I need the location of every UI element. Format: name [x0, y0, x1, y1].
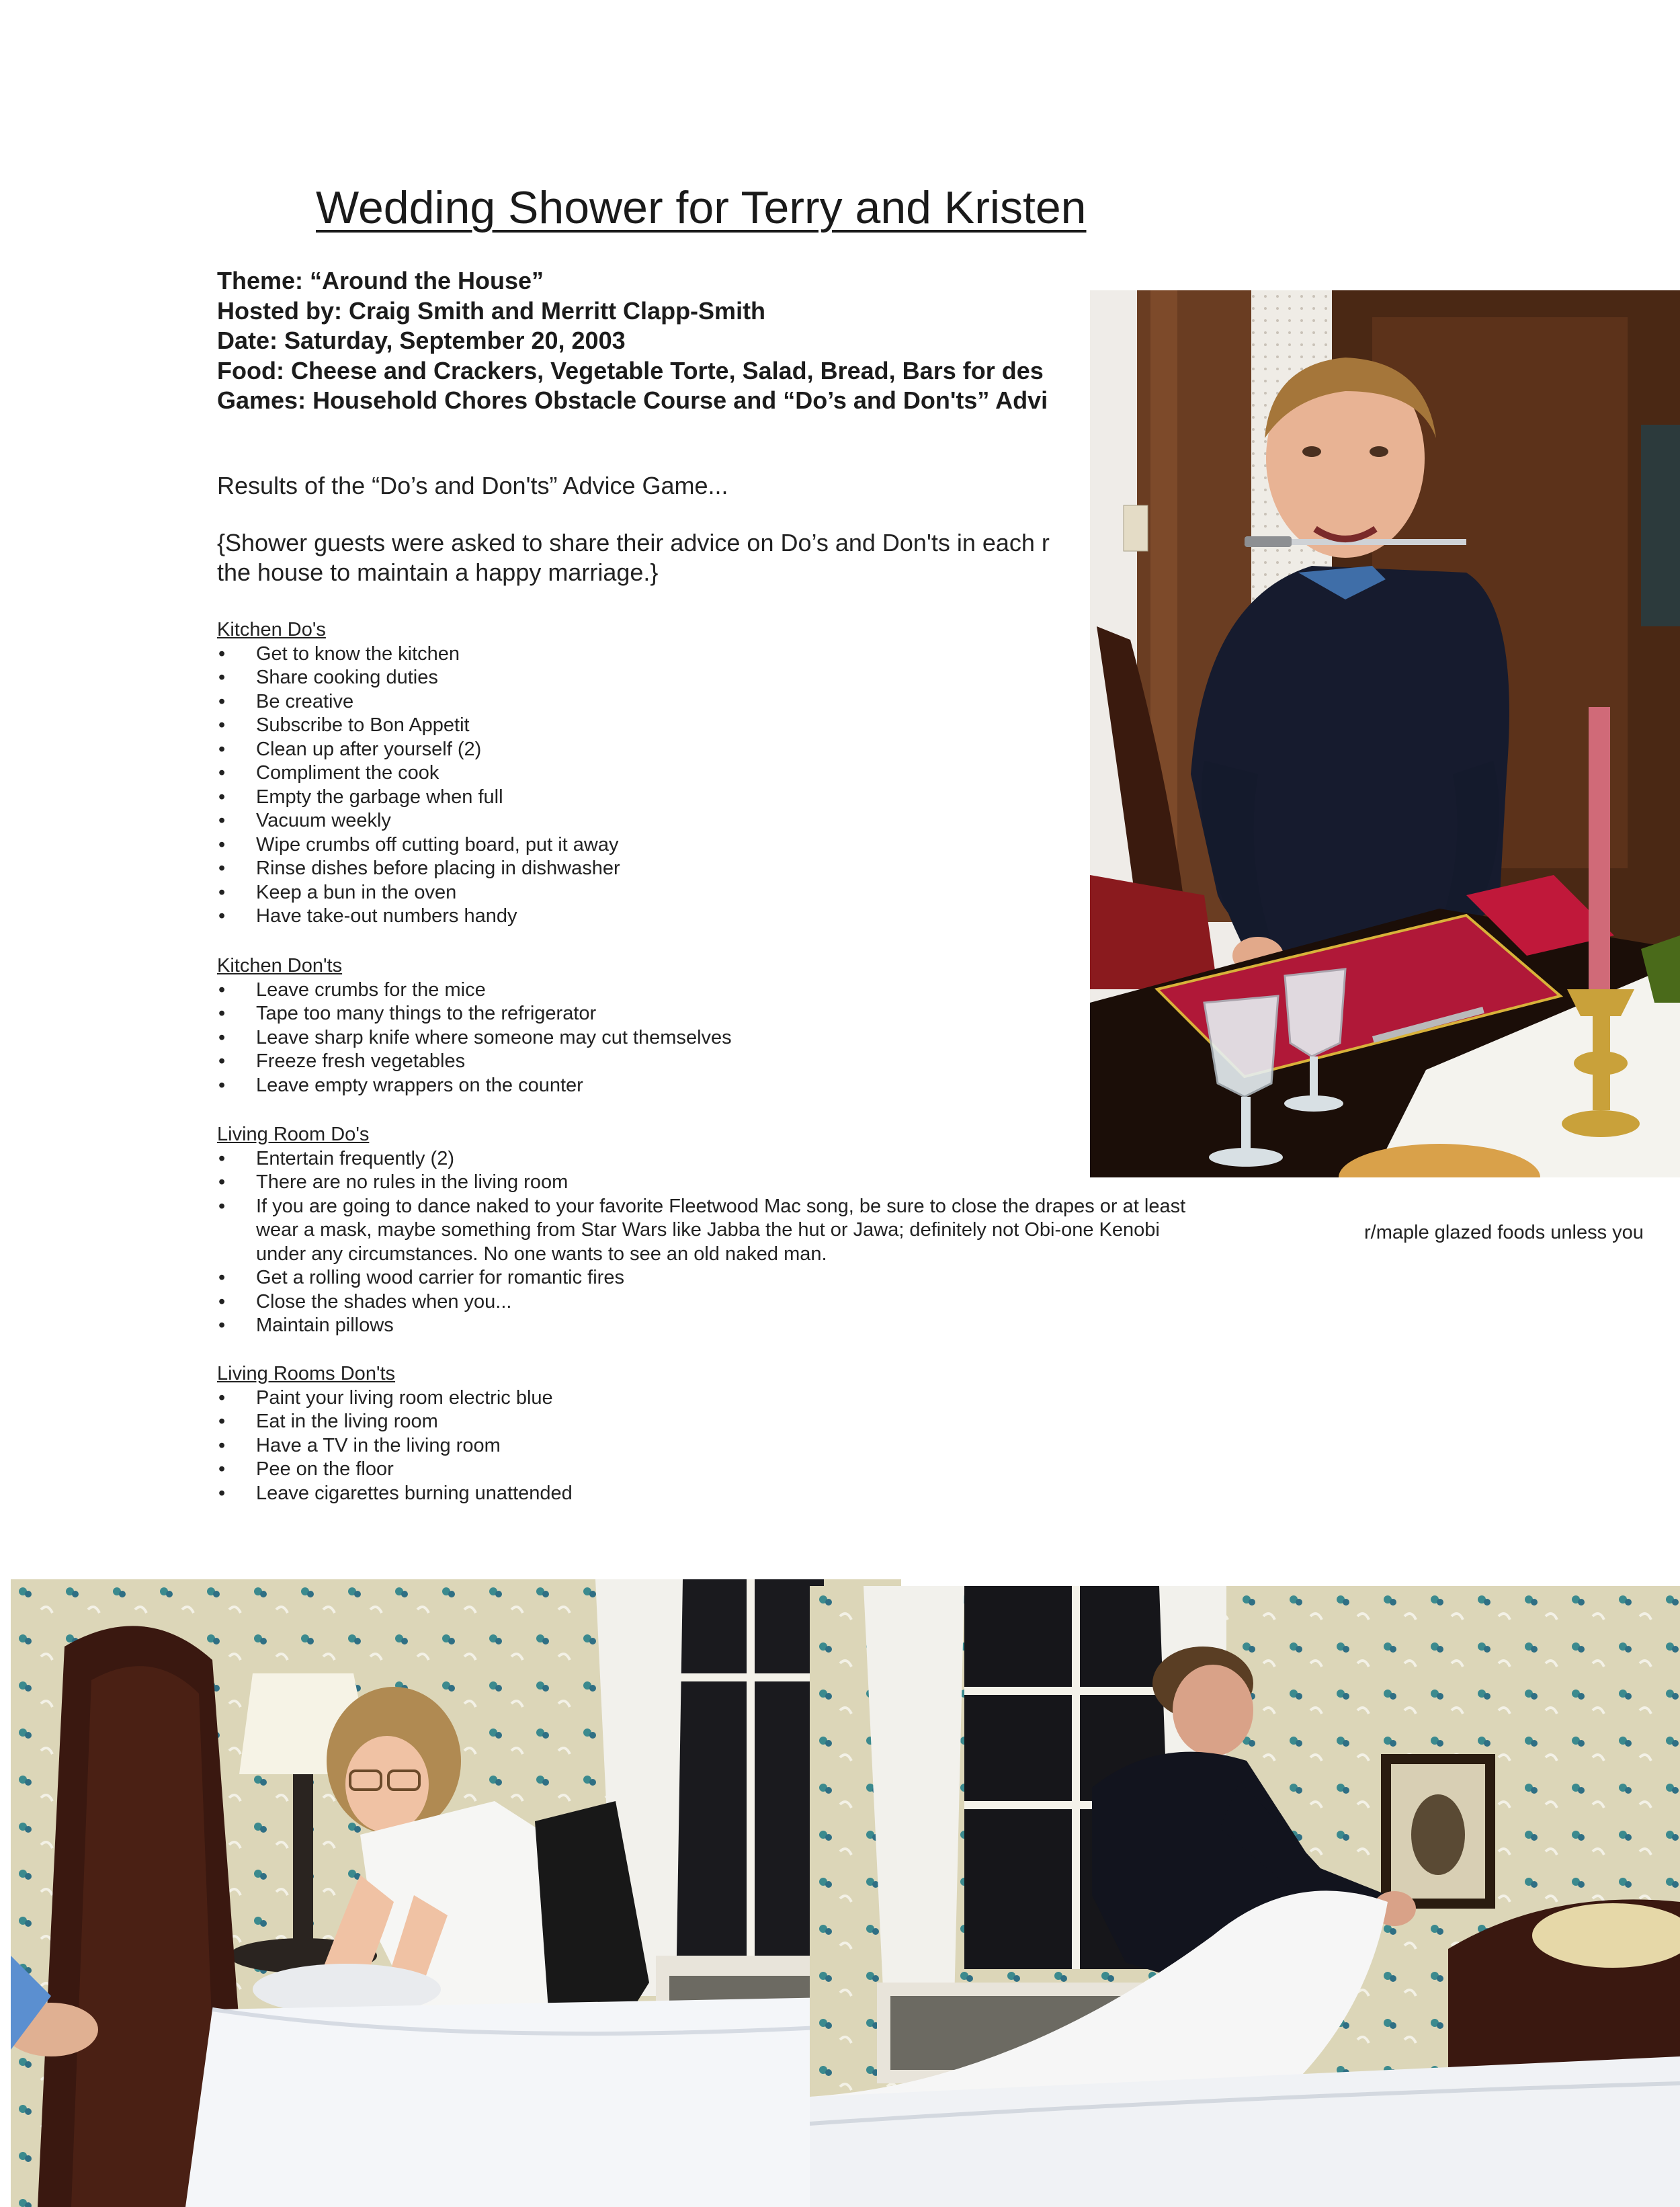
list-item: • Have a TV in the living room [217, 1434, 1205, 1458]
results-intro: Results of the “Do’s and Don'ts” Advice Game... [217, 472, 728, 499]
photo-man-making-bed [810, 1586, 1680, 2207]
list-item: • Maintain pillows [217, 1314, 1205, 1338]
list-item: • Eat in the living room [217, 1410, 1205, 1434]
list-item: • Rinse dishes before placing in dishwasher [217, 857, 1205, 881]
page-title: Wedding Shower for Terry and Kristen [316, 182, 1087, 233]
list-item: • Paint your living room electric blue [217, 1386, 1205, 1411]
kitchen-dos-list [217, 642, 1205, 929]
kitchen-dos-section [217, 618, 1205, 929]
theme-line: Theme: “Around the House” [217, 267, 544, 294]
list-item: • Be creative [217, 690, 1205, 714]
list-item: • Keep a bun in the oven [217, 881, 1205, 905]
photo-woman-making-bed [11, 1579, 901, 2207]
photo-man-at-dinner-table [1090, 290, 1680, 1177]
list-item: • Clean up after yourself (2) [217, 738, 1205, 762]
living-room-dos-heading: Living Room Do's [217, 1124, 370, 1145]
partially-covered-text: r/maple glazed foods unless you [1364, 1222, 1644, 1243]
list-item: • Wipe crumbs off cutting board, put it away [217, 833, 1205, 858]
list-item: • Close the shades when you... [217, 1290, 1205, 1315]
instructions-line-1: {Shower guests were asked to share their advice on Do’s and Don'ts in each r [217, 529, 1050, 556]
living-room-donts-section [217, 1362, 1205, 1505]
instructions-line-2: the house to maintain a happy marriage.} [217, 558, 659, 586]
kitchen-donts-heading: Kitchen Don'ts [217, 955, 343, 976]
living-room-donts-heading: Living Rooms Don'ts [217, 1363, 396, 1384]
list-item: • Vacuum weekly [217, 809, 1205, 833]
kitchen-donts-list [217, 978, 1205, 1098]
list-item: • There are no rules in the living room [217, 1171, 1205, 1195]
list-item: • Leave cigarettes burning unattended [217, 1482, 1205, 1506]
instructions [217, 528, 1091, 587]
list-item: • Empty the garbage when full [217, 786, 1205, 810]
living-room-donts-list [217, 1386, 1205, 1506]
games-line: Games: Household Chores Obstacle Course and “Do’s and Don'ts” Advi [217, 386, 1048, 414]
list-item: • Share cooking duties [217, 666, 1205, 690]
kitchen-dos-heading: Kitchen Do's [217, 619, 326, 640]
list-item: • If you are going to dance naked to your favorite Fleetwood Mac song, be sure to close the drapes or at least wear a mask, maybe something from Star Wars like Jabba the hut or Jawa; definitely not Obi-one Kenobi under any circumstances. No one wants to see an old naked man. [217, 1195, 1205, 1267]
living-room-dos-list [217, 1147, 1205, 1338]
list-item: • Have take-out numbers handy [217, 905, 1205, 929]
list-item: • Freeze fresh vegetables [217, 1050, 1205, 1074]
list-item: • Leave sharp knife where someone may cut themselves [217, 1026, 1205, 1050]
list-item: • Get to know the kitchen [217, 642, 1205, 667]
hosted-by-line: Hosted by: Craig Smith and Merritt Clapp-Smith [217, 296, 766, 325]
kitchen-donts-section [217, 954, 1205, 1097]
list-item: • Subscribe to Bon Appetit [217, 714, 1205, 738]
list-item: • Leave empty wrappers on the counter [217, 1074, 1205, 1098]
list-item: • Entertain frequently (2) [217, 1147, 1205, 1171]
list-item: • Get a rolling wood carrier for romantic fires [217, 1266, 1205, 1290]
event-info [217, 266, 1091, 416]
food-line: Food: Cheese and Crackers, Vegetable Torte, Salad, Bread, Bars for des [217, 356, 1044, 384]
list-item: • Pee on the floor [217, 1458, 1205, 1482]
list-item: • Leave crumbs for the mice [217, 978, 1205, 1003]
list-item: • Compliment the cook [217, 761, 1205, 786]
date-line: Date: Saturday, September 20, 2003 [217, 327, 626, 354]
list-item: • Tape too many things to the refrigerator [217, 1002, 1205, 1026]
living-room-dos-section [217, 1123, 1205, 1338]
